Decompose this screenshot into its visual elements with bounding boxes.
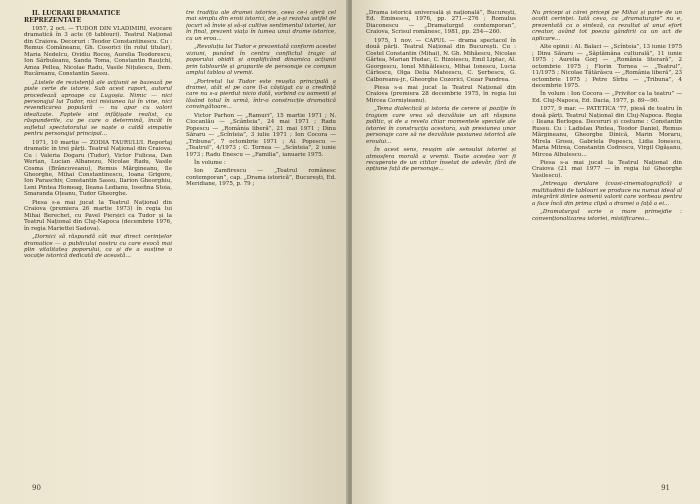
paragraph: În volume : xyxy=(194,159,226,166)
references-paragraph: „Drama istorică universală și națională”, București, Ed. Eminescu, 1976, pp. 271—276 ; Romulus Diaconescu — „Dramaturgul contemporan”, Craiova, Scrisul românesc, 1981, pp. 254—260. xyxy=(366,10,516,36)
paragraph: 1977, 9 mar. — PATETICA '77, piesă de teatru în două părți. Teatrul Național din Cluj-Napoca. Regia : Ileana Berlogea. Decoruri și costume : Constantin Russu. Cu : Ladislau Pintea, Teodor Daniel, Remus Mărgineanu, Gheorghe Dinică, Marin Moraru, Mirela Grosu, Gabriela Popescu, Lidia Ionescu, Maria Mitrea, Constantin Codrescu, Virgil Ogășanu, Mircea Albulescu... xyxy=(532,106,682,158)
quotation-paragraph: Nu pricepi ai cărei pricepi pe Mihai și parte de un ocolit cerinței. Iată ceva, ca „dramaturgie” nu e, prezentată ca o sinteză, ca rezultat al unui efort creator, având tot poezia gândirii ca un act de aplicare... xyxy=(532,10,682,42)
references-paragraph: În volum : Ion Cocora — „Privitor ca la teatru” — Ed. Cluj-Napoca, Ed. Dacia, 1977, p. 89—90. xyxy=(532,91,682,104)
quotation-paragraph: tre tradiția ale dramei istorice, ceea ce-i oferă cel mai simplu din eroii istorici, de a-și rezolva astfel de jocuri să învie și să-și cultive sentimentul istoriei, iar în final, prezent viața în lumea unui drame istorice, cu un erou... xyxy=(186,10,336,42)
paragraph: Piesa s-a mai jucat la Teatrul Național din Craiova (premiera 28 decembrie 1975, în regia lui Mircea Cornișteanu). xyxy=(366,84,516,104)
paragraph: 1957, 2 oct. — TUDOR DIN VLADIMIRI, evocare dramatică în 3 acte (6 tablouri). Teatrul Național din Craiova. Decoruri : Teodor Constantinescu. Cu : Remus Comăneanu, Gh. Cosorici (în rolul titular), Maria Nedelcu, Ovidiu Rocoș, Aurelia Teodorescu, Ion Sârbuleanu, Sanda Toma, Constantin Rauțchi, Amza Pellea, Nicolae Radu, Vasile Nițulescu, Dem. Rucăreanu, Constantin Sassu. xyxy=(24,26,172,78)
quotation-paragraph: „Dornici să răspundă cât mai direct cerințelor dramatice — a publicului nostru cu care evocă mai plin vitalitatea poporului, ca și de a susține o vocație istorică dedicată de această... xyxy=(24,234,172,260)
references-paragraph: Alte opinii : Al. Balaci — „Scînteia”, 13 iunie 1975 ; Dinu Săraru — „Săptămâna culturală”, 11 iunie 1975 ; Aurelia Gorj — „România literară”, 2 octombrie 1975 ; Florin Tornea — „Teatrul”, 11/1975 ; Nicolae Tătărăscu — „România liberă”, 23 octombrie 1975 ; Petre Sîrbu — „Tribuna”, 4 decembrie 1975. xyxy=(532,44,682,89)
references-paragraph: Ion Zamfirescu — „Teatrul românesc contemporan”, cap. „Drama istorică”, București, Ed. Meridiane, 1975, p. 79 ; xyxy=(186,168,336,188)
quotation-paragraph: „Revoluția lui Tudor e prezentată conform acestei viziuni, punând în centru conflictul tragic al poporului obidit și amplificând dinamica acțiunii prin tablourile și grupurile de personaje ce compun amplul tablou al vremii. xyxy=(186,44,336,77)
right-page-column-2 xyxy=(532,10,682,490)
page-number-right: 91 xyxy=(661,484,670,492)
left-page-column-2 xyxy=(186,10,336,490)
quotation-paragraph: „Tema dialectică și istoria de cerere și poziție în tragism care vrea să dezvăluie un alt răspuns politic, și de a revela chiar momentele speciale ale istoriei în construcția acestora, sub presiunea unor personaje care să ne dezvăluie pasiunea istorică ale eroului... xyxy=(366,106,516,145)
references-paragraph: Victor Parhon — „Ramuri”, 15 martie 1971 ; N. Ciocanlău — „Scânteia”, 24 mai 1971 ; Radu Popescu — „România liberă”, 21 mai 1971 ; Dinu Săraru — „Scînteia”, 3 iulie 1971 ; Ion Cocora — „Tribuna”, 7 octombrie 1971 ; Al. Popescu — „Teatrul”, 4/1973 ; C. Tornea — „Scînteia”, 2 iunie 1973 ; Radu Enescu — „Familia”, ianuarie 1975. xyxy=(186,112,336,158)
quotation-paragraph: „Dramaturgul scrie o mare primejdie : convenționalizarea istoriei, mistificarea... xyxy=(532,209,682,222)
quotation-paragraph: „Listele de rezistență ale acțiunii se bazează pe piste certe de istorie. Sub acest raport, autorul procedează aproape ca Lugoșia. Nimic — nici personajul lui Tudor, nici misiunea lui în vine, nici revendicarea populară — nu apar cu valori idealizate. Faptele sint infățișate realist, cu răspunderile, cu pe care o determină, încât în sufletul spectatorului se naște o caldă simpatie pentru personajul principal... xyxy=(24,79,172,138)
right-page-column-1 xyxy=(366,10,516,490)
section-heading: II. LUCRĂRI DRAMATICE REPREZENTATE xyxy=(24,10,121,24)
paragraph: Piesa s-a mai jucat la Teatrul Național din Craiova (21 mai 1977 — în regia lui Gheorghe Vasilescu). xyxy=(532,159,682,179)
paragraph: 1975, 1 nov. — CAPUL — drama spectacol în două părți. Teatrul Național din București. Cu : Costel Constantin (Mihai), N. Gh. Mihăescu, Nicolae Gărtea, Marian Hudac, C. Rizoiescu, Emil Liptac, Al. Georgescu, Ionel Mihăilescu, Mihai Ionescu, Lucia Cârlescu, Olga Delia Mateescu, C. Șerbescu, G. Calboreanu-jr., Gheorghe Cozorici, Cezar Pandrea. xyxy=(366,37,516,83)
quotation-paragraph: „Portretul lui Tudor este reușita principală a dramei, atât el pe care îl-a câștigat cu o credință care nu s-a pierdut nicio dată, vorbind cu oamenii și lăsând totul în urmă, într-o construcție dramatică convingătoare... xyxy=(186,78,336,111)
paragraph: Piesa s-a mai jucat la Teatrul Național din Craiova (premiera 26 martie 1973) în regia lui Mihai Berechet, cu Pavel Pierșici ca Tudor și la Teatrul Național din Cluj-Napoca (decembrie 1976, în regia Mariettei Sadova). xyxy=(24,199,172,232)
left-page xyxy=(0,0,348,504)
left-page-column-1 xyxy=(24,10,172,490)
page-number-left: 90 xyxy=(32,484,41,492)
quotation-paragraph: „Intreaga derulare (cvasi-cinematografică) a multitudinii de tablouri se produce nu numai ideal al integrării dintre oamenii valorii care vorbeau pentru a face încă din prima clipă a dramei o față a ei... xyxy=(532,181,682,207)
paragraph: 1971, 10 martie — ZODIA TAURULUI. Reportaj dramatic în trei părți. Teatrul Național din Craiova. Cu : Valeria Dogaru (Tudor), Victor Fulicea, Dan Wertan, Lucian Albanezu, Nicolae Radu, Vasile Cosma (Brâncoveanu), Remus Mărgineanu, Ile Gheorghe, Mihai Constantinescu, Ioana Grigore, Ion Paraschiv, Constantin Sassu, Ilarion Gheorghiu, Leni Pintea Homeag, Ileana Ledianu, Iosefina Stoia, Smaranda Oțeanu, Tudor Gheorghe. xyxy=(24,139,172,198)
right-page xyxy=(352,0,700,504)
quotation-paragraph: În acest sens, reușim ale sensului istoriei și atmosfera morală a vremii. Toate acestea vor fi recuperate de un cititor însetat de adevăr, fără de opțiune față de personaje... xyxy=(366,147,516,173)
